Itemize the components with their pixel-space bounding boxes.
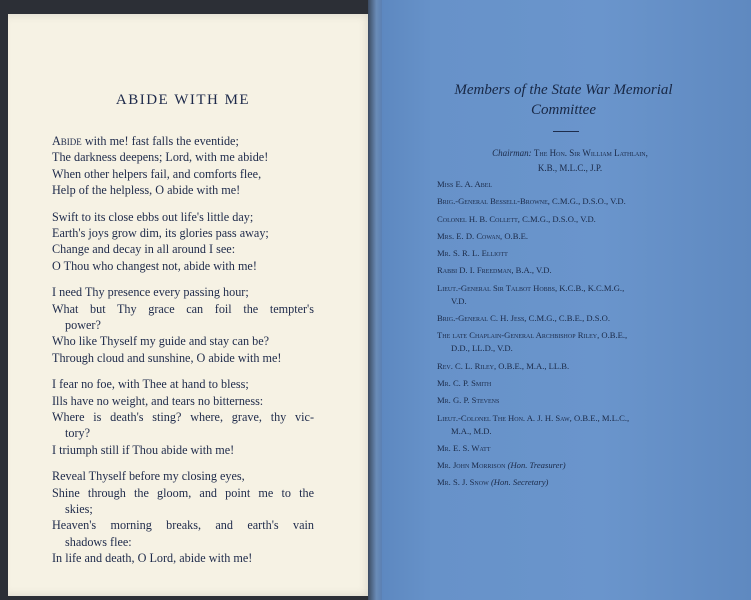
- hymn-line: skies;: [65, 501, 93, 516]
- hymn-line: Who like Thyself my guide and stay can be?: [52, 334, 270, 349]
- hymn-stanza: [52, 284, 314, 365]
- hymn-line: What but Thy grace can foil the tempter's: [52, 301, 314, 316]
- committee-title: [376, 80, 751, 120]
- member-name: Brig.-General C. H. Jess, C.M.G., C.B.E., D.S.O.: [437, 313, 611, 324]
- member-entry: [437, 377, 727, 390]
- hymn-line: power?: [65, 317, 101, 332]
- hymn-line: I need Thy presence every passing hour;: [52, 285, 249, 300]
- member-name: Lieut.-General Sir Talbot Hobbs, K.C.B., K.C.M.G.,: [437, 282, 625, 293]
- hymn-line: tory?: [65, 426, 91, 441]
- hymn-line: In life and death, O Lord, abide with me!: [52, 550, 253, 565]
- hymn-line: Help of the helpless, O abide with me!: [52, 182, 241, 197]
- hymn-line: Earth's joys grow dim, its glories pass away;: [52, 225, 269, 240]
- hymn-line: Heaven's morning breaks, and earth's vain: [52, 518, 314, 533]
- member-entry: [437, 230, 727, 243]
- hymn-line: I fear no foe, with Thee at hand to bless;: [52, 377, 249, 392]
- member-name: Mr. S. R. L. Elliott: [437, 248, 508, 259]
- member-entry: [437, 178, 727, 191]
- member-entry: [437, 329, 727, 355]
- member-honours: M.A., M.D.: [451, 425, 492, 436]
- member-honours: V.D.: [451, 295, 467, 306]
- member-entry: [437, 476, 727, 489]
- hymn-line: Change and decay in all around I see:: [52, 242, 236, 257]
- member-name: Colonel H. B. Collett, C.M.G., D.S.O., V.D.: [437, 213, 596, 224]
- committee-title-line1: Members of the State War Memorial: [454, 82, 673, 98]
- member-entry: [437, 247, 727, 260]
- member-entry: [437, 412, 727, 438]
- hymn-line: The darkness deepens; Lord, with me abide!: [52, 150, 269, 165]
- hymn-line: O Thou who changest not, abide with me!: [52, 258, 257, 273]
- member-entry: [437, 442, 727, 455]
- member-name: The late Chaplain-General Archbishop Riley, O.B.E.,: [437, 330, 628, 341]
- hymn-line: Shine through the gloom, and point me to the: [52, 485, 314, 500]
- hymn-line: Through cloud and sunshine, O abide with me!: [52, 350, 282, 365]
- hymn-stanza: [52, 209, 314, 274]
- chairman-honours: K.B., M.L.C., J.P.: [537, 162, 603, 173]
- hymn-line: Reveal Thyself before my closing eyes,: [52, 469, 245, 484]
- member-name: Rabbi D. I. Freedman, B.A., V.D.: [437, 265, 552, 276]
- hymn-stanza: [52, 376, 314, 457]
- member-role: (Hon. Treasurer): [507, 460, 566, 471]
- member-name: Mr. G. P. Stevens: [437, 395, 500, 406]
- chairman-label: Chairman:: [492, 148, 532, 158]
- member-role: (Hon. Secretary): [490, 477, 549, 488]
- committee-title-line2: Committee: [531, 102, 596, 118]
- member-entry: [437, 360, 727, 373]
- member-entry: [437, 195, 727, 208]
- hymn-line: Where is death's sting? where, grave, thy vic-: [52, 409, 314, 424]
- hymn-line: When other helpers fail, and comforts flee,: [52, 166, 262, 181]
- member-entry: [437, 312, 727, 325]
- member-honours: D.D., LL.D., V.D.: [451, 343, 513, 354]
- hymn-line: shadows flee:: [65, 534, 132, 549]
- member-name: Mrs. E. D. Cowan, O.B.E.: [437, 230, 528, 241]
- member-name: Lieut.-Colonel The Hon. A. J. H. Saw, O.B.E., M.L.C.,: [437, 412, 630, 423]
- hymn-line: I triumph still if Thou abide with me!: [52, 442, 235, 457]
- hymn-line: Swift to its close ebbs out life's little day;: [52, 209, 254, 224]
- hymn-stanza: [52, 468, 314, 566]
- member-name: Mr. E. S. Watt: [437, 442, 491, 453]
- chairman-name: The Hon. Sir William Lathlain,: [533, 148, 648, 158]
- member-entry: [437, 459, 727, 472]
- member-name: Brig.-General Bessell-Browne, C.M.G., D.S.O., V.D.: [437, 196, 626, 207]
- hymn-title: ABIDE WITH ME: [115, 92, 251, 108]
- member-name: Mr. S. J. Snow: [437, 477, 489, 488]
- member-entry: [437, 264, 727, 277]
- member-list: [437, 178, 727, 494]
- member-entry: [437, 213, 727, 226]
- hymn-stanzas: [52, 133, 314, 577]
- hymn-line: Abide with me! fast falls the eventide;: [52, 134, 239, 148]
- chairman-block: [410, 146, 730, 175]
- hymn-line: Ills have no weight, and tears no bitterness:: [52, 393, 264, 408]
- hymn-stanza: [52, 133, 314, 198]
- member-entry: [437, 282, 727, 308]
- member-name: Mr. C. P. Smith: [437, 377, 492, 388]
- member-name: Miss E. A. Abel: [437, 179, 493, 189]
- member-name: Mr. John Morrison: [437, 460, 506, 471]
- title-divider: [553, 131, 579, 132]
- member-entry: [437, 394, 727, 407]
- member-name: Rev. C. L. Riley, O.B.E., M.A., LL.B.: [437, 360, 570, 371]
